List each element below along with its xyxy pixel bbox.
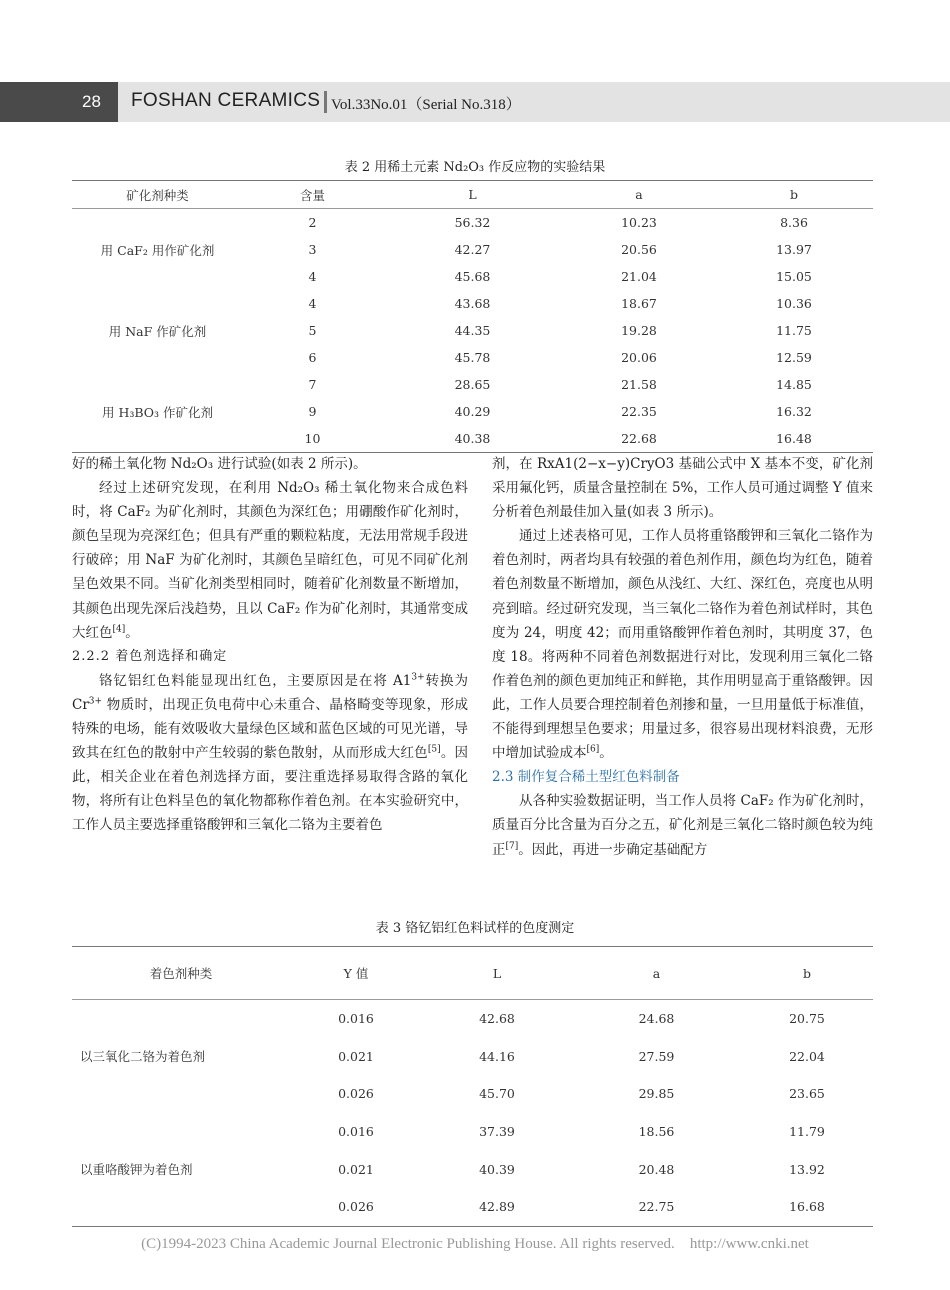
table-cell: 0.026 — [338, 1086, 374, 1102]
table-cell: 40.29 — [454, 404, 491, 419]
group-label-cell: 用 H₃BO₃ 作矿化剂 — [101, 404, 214, 420]
table-cell: 3 — [308, 242, 317, 257]
table-row — [72, 1000, 873, 1038]
table-cell: 16.32 — [776, 404, 812, 419]
table-cell: 28.65 — [454, 377, 491, 392]
table-header-row — [72, 947, 873, 1000]
table-cell: 0.016 — [338, 1011, 374, 1027]
table-cell: 22.04 — [789, 1048, 825, 1064]
table-cell: 24.68 — [638, 1011, 675, 1027]
table-cell: 40.39 — [479, 1161, 515, 1177]
table-cell: 37.39 — [479, 1124, 515, 1140]
table-cell: 20.75 — [789, 1011, 825, 1027]
table-row — [72, 209, 873, 237]
table-cell: 22.68 — [621, 431, 657, 446]
table3-caption: 表 3 铬钇铝红色料试样的色度测定 — [375, 921, 575, 936]
table-cell: 40.38 — [454, 431, 491, 446]
table-cell: 0.021 — [338, 1161, 374, 1177]
copyright-footer — [0, 1236, 950, 1253]
table-cell: 11.75 — [776, 323, 812, 338]
table-cell: 0.016 — [338, 1124, 374, 1140]
table-cell: 0.021 — [338, 1048, 374, 1064]
table-cell: 22.75 — [638, 1199, 675, 1215]
table-cell: 42.68 — [479, 1011, 515, 1027]
column-header: 含量 — [243, 181, 382, 209]
table3 — [72, 946, 873, 1227]
table-cell: 2 — [308, 215, 317, 230]
table-cell: 21.58 — [621, 377, 657, 392]
table-cell: 10 — [304, 431, 321, 446]
column-header: 着色剂种类 — [72, 947, 290, 1000]
table-cell: 44.16 — [479, 1048, 515, 1064]
cnki-url: http://www.cnki.net — [689, 1236, 809, 1252]
column-header: b — [715, 181, 873, 209]
table-cell: 16.48 — [776, 431, 812, 446]
table-cell: 44.35 — [454, 323, 491, 338]
table-cell: 43.68 — [454, 296, 491, 311]
table-cell: 23.65 — [789, 1086, 825, 1102]
table-cell: 0.026 — [338, 1199, 374, 1215]
table2 — [72, 180, 873, 453]
table-cell: 27.59 — [638, 1048, 675, 1064]
table-cell: 13.97 — [776, 242, 812, 257]
paragraph: 通过上述表格可见，工作人员将重铬酸钾和三氧化二铬作为着色剂时，两者均具有较强的着色剂作用，颜色均为红色，随着着色剂数量不断增加，颜色从浅红、大红、深红色，亮度也从明亮到暗。经过研究发现，当三氧化二铬作为着色剂试样时，其色度为 24，明度 42；而用重铬酸钾作着色剂时，其明度 37，色度 18。将两种不同着色剂数据进行对比，发现利用三氧化二铬作着色剂的颜色更加纯正和鲜艳，其作用明显高于重铬酸钾。因此，工作人员要合理控制着色剂掺和量，一旦用量低于标准值，不能得到理想呈色要求；用量过多，很容易出现材料浪费，无形中增加试验成本[6]。 — [492, 528, 873, 762]
table-cell: 5 — [308, 323, 317, 338]
table-cell: 19.28 — [621, 323, 657, 338]
table-cell: 12.59 — [776, 350, 812, 365]
table-cell: 13.92 — [789, 1161, 825, 1177]
table-cell: 14.85 — [776, 377, 812, 392]
table-cell: 21.04 — [621, 269, 657, 284]
header-divider — [324, 91, 327, 113]
table-cell: 42.27 — [454, 242, 491, 257]
table-cell: 9 — [308, 404, 317, 419]
paragraph: 铬钇铝红色料能显现出红色，主要原因是在将 $A1^{3+}$转换为 $Cr^{3+}$ 物质时，出现正负电荷中心未重合、晶格畸变等现象，形成特殊的电场，能有效吸收大量绿色区域和蓝色区域的可见光谱，导致其在红色的散射中产生较弱的紫色散射，从而形成大红色[5]。因此，相关企业在着色剂选择方面，要注重选择易取得含路的氧化物，将所有让色料呈色的氧化物都称作着色剂。在本实验研究中，工作人员主要选择重铬酸钾和三氧化二铬为主要着色 — [72, 672, 468, 834]
group-label-cell: 用 NaF 作矿化剂 — [108, 323, 207, 339]
table-cell: 6 — [308, 350, 317, 365]
group-label-cell: 以重咯酸钾为着色剂 — [80, 1162, 193, 1178]
table-cell: 42.89 — [479, 1199, 515, 1215]
table-cell: 10.36 — [776, 296, 812, 311]
table-cell: 15.05 — [776, 269, 812, 284]
left-column — [72, 452, 468, 838]
table-cell: 20.06 — [621, 350, 657, 365]
table-header-row — [72, 181, 873, 209]
table-cell: 4 — [308, 296, 317, 311]
column-header: b — [741, 947, 873, 1000]
table-row — [72, 1113, 873, 1151]
column-header: 矿化剂种类 — [72, 181, 243, 209]
journal-title: FOSHAN CERAMICS — [131, 90, 321, 111]
paragraph: 从各种实验数据证明，当工作人员将 CaF₂ 作为矿化剂时，质量百分比含量为百分之五，矿化剂是三氧化二铬时颜色较为纯正[7]。因此，再进一步确定基础配方 — [492, 793, 873, 858]
citation: [7] — [505, 841, 519, 851]
copyright-text: (C)1994-2023 China Academic Journal Electronic Publishing House. All rights reserved. — [141, 1236, 675, 1252]
table-cell: 29.85 — [638, 1086, 675, 1102]
column-header: a — [572, 947, 741, 1000]
citation: [5] — [427, 744, 441, 755]
subsection-heading: 2.2.2 着色剂选择和确定 — [72, 648, 228, 664]
table-cell: 18.56 — [638, 1124, 675, 1140]
table-cell: 10.23 — [621, 215, 657, 230]
paragraph: 经过上述研究发现，在利用 Nd₂O₃ 稀土氧化物来合成色料时，将 CaF₂ 为矿化剂时，其颜色为深红色；用硼酸作矿化剂时，颜色呈现为亮深红色；但具有严重的颗粒粘度，无法用常规手段进行破碎；用 NaF 为矿化剂时，其颜色呈暗红色，可见不同矿化剂呈色效果不同。当矿化剂类型相同时，随着矿化剂数量不断增加，其颜色出现先深后浅趋势，且以 CaF₂ 作为矿化剂时，其通常变成大红色[4]。 — [72, 480, 468, 641]
table-cell: 4 — [308, 269, 317, 284]
table-row — [72, 371, 873, 398]
group-label-cell: 以三氧化二铬为着色剂 — [80, 1049, 206, 1065]
citation: [6] — [586, 744, 600, 755]
table-cell: 20.56 — [621, 242, 657, 257]
right-column — [492, 452, 873, 862]
paragraph: 好的稀土氧化物 Nd₂O₃ 进行试验(如表 2 所示)。 — [72, 456, 367, 472]
section-heading: 2.3 制作复合稀土型红色料制备 — [492, 769, 680, 786]
table-cell: 7 — [308, 377, 317, 392]
table-cell: 18.67 — [621, 296, 657, 311]
volume-info: Vol.33No.01（Serial No.318） — [331, 97, 521, 113]
page-number: 28 — [82, 92, 101, 111]
column-header: a — [563, 181, 715, 209]
group-label-cell: 用 CaF₂ 用作矿化剂 — [100, 242, 215, 258]
column-header: L — [422, 947, 572, 1000]
table-cell: 11.79 — [789, 1124, 825, 1140]
column-header: Y 值 — [290, 947, 422, 1000]
table-cell: 45.68 — [454, 269, 491, 284]
table-cell: 8.36 — [780, 215, 808, 230]
column-header: L — [382, 181, 563, 209]
table-cell: 16.68 — [789, 1199, 825, 1215]
table-cell: 45.70 — [479, 1086, 515, 1102]
table-cell: 22.35 — [621, 404, 657, 419]
table2-caption: 表 2 用稀土元素 Nd₂O₃ 作反应物的实验结果 — [344, 160, 606, 175]
table-cell: 20.48 — [638, 1161, 675, 1177]
citation: [4] — [112, 624, 126, 635]
table-row — [72, 290, 873, 317]
table-cell: 45.78 — [454, 350, 491, 365]
table-cell: 56.32 — [454, 215, 491, 230]
paragraph: 剂，在 RxA1(2−x−y)CryO3 基础公式中 X 基本不变，矿化剂采用氟化钙，质量含量控制在 5%，工作人员可通过调整 Y 值来分析着色剂最佳加入量(如表 3 所示)。 — [492, 456, 873, 521]
